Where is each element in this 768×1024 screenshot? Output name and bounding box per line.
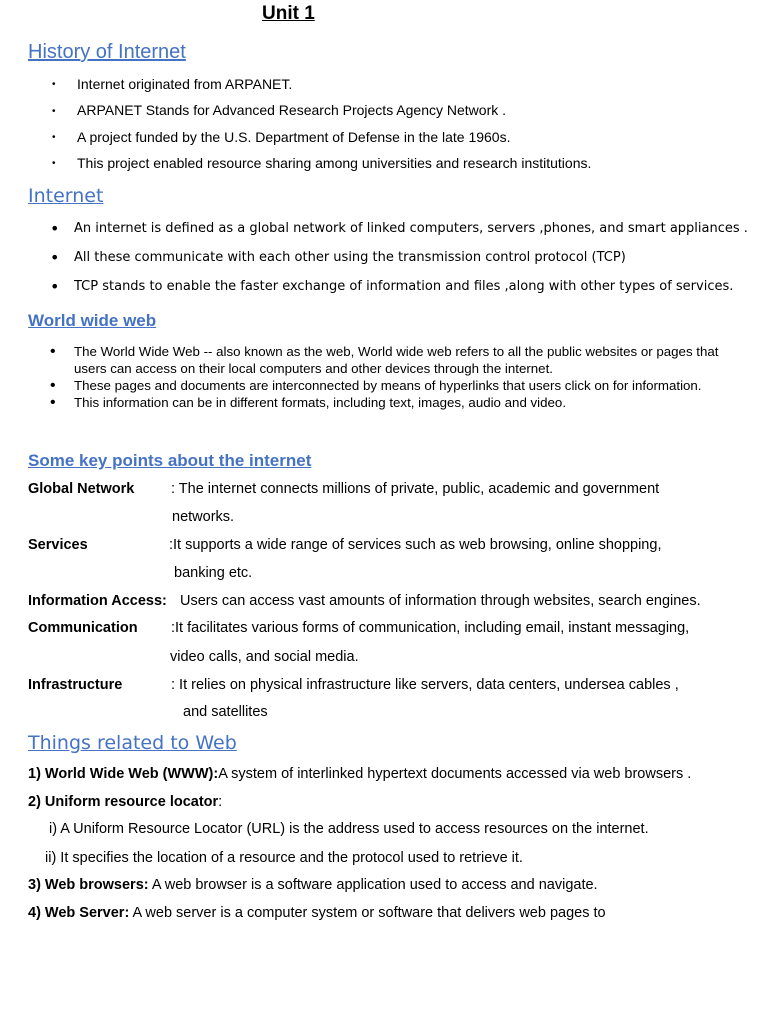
bullet-icon: • [50,277,60,296]
bullet-icon: • [50,219,60,238]
key-point-definition: and satellites [183,704,268,720]
bullet-icon: • [52,132,56,143]
key-point-term: Global Network [28,481,135,497]
key-point-definition: banking etc. [174,565,253,581]
web-things-heading: Things related to Web [28,732,237,754]
bullet-icon: • [52,158,56,169]
internet-item-text: TCP stands to enable the faster exchange of information and files ,along with other types of services. [74,279,734,294]
key-point-term: Communication [28,620,138,636]
bullet-icon: • [50,343,56,360]
sub-item: ii) It specifies the location of a resource and the protocol used to retrieve it. [45,850,523,866]
key-point-definition: : The internet connects millions of private, public, academic and government [171,481,660,497]
www-list [50,343,754,411]
item-text: A web server is a computer system or software that delivers web pages to [129,905,606,921]
internet-item-text: All these communicate with each other using the transmission control protocol (TCP) [74,250,626,265]
internet-item-text: An internet is defined as a global network of linked computers, servers ,phones, and smart appliances . [74,221,748,236]
internet-heading: Internet [28,185,104,207]
www-heading: World wide web [28,311,157,330]
bullet-icon: • [50,248,60,267]
key-points-heading: Some key points about the internet [28,451,312,470]
list-item [50,394,754,411]
www-item-text: These pages and documents are interconnected by means of hyperlinks that users click on for information. [74,378,702,393]
item-label: 3) Web browsers: [28,877,149,893]
item-text: A web browser is a software application used to access and navigate. [148,877,598,893]
bullet-icon: • [50,377,56,394]
list-item [28,794,222,810]
item-label: 4) Web Server: [28,905,130,921]
bullet-icon: • [50,394,56,411]
history-item-text: ARPANET Stands for Advanced Research Projects Agency Network . [77,102,507,118]
history-item-text: This project enabled resource sharing among universities and research institutions. [77,155,592,171]
key-point-definition: : It relies on physical infrastructure like servers, data centers, undersea cables , [171,677,679,693]
sub-item: i) A Uniform Resource Locator (URL) is the address used to access resources on the internet. [49,821,649,837]
item-text: A system of interlinked hypertext documents accessed via web browsers . [218,766,692,782]
item-label: 2) Uniform resource locator [28,794,219,810]
www-item-text: This information can be in different formats, including text, images, audio and video. [74,395,567,410]
key-point-definition: Users can access vast amounts of information through websites, search engines. [180,593,701,609]
key-point-definition: :It facilitates various forms of communication, including email, instant messaging, [171,620,690,636]
www-item-text: The World Wide Web -- also known as the web, World wide web refers to all the public websites or pages that users can access on their local computers and other devices through the internet. [74,344,719,376]
list-item [28,905,606,921]
item-label: 1) World Wide Web (WWW): [28,766,219,782]
key-point-term: Services [28,537,88,553]
list-item [50,343,754,377]
key-point-term: Infrastructure [28,677,123,693]
unit-title: Unit 1 [262,3,315,24]
history-heading: History of Internet [28,41,186,63]
key-point-definition: networks. [172,509,235,525]
list-item [28,877,598,893]
list-item [50,377,754,394]
key-point-term: Information Access: [28,593,167,609]
item-text: : [218,794,223,810]
list-item [28,766,691,782]
bullet-icon: • [52,106,56,117]
key-point-definition: video calls, and social media. [170,649,359,665]
history-item-text: Internet originated from ARPANET. [77,76,293,92]
key-point-definition: :It supports a wide range of services such as web browsing, online shopping, [169,537,662,553]
bullet-icon: • [52,79,56,90]
history-item-text: A project funded by the U.S. Department of Defense in the late 1960s. [77,129,511,145]
